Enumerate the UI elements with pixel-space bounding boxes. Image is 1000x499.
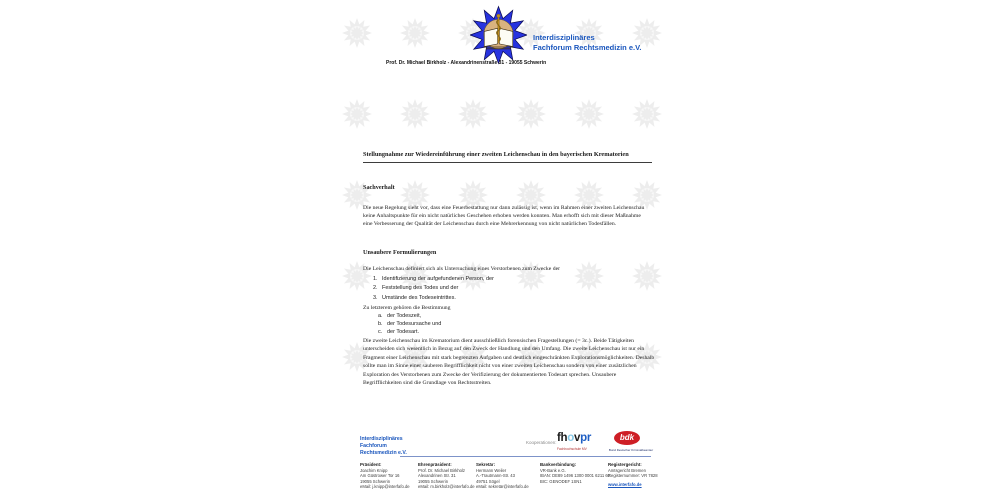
list-text: Feststellung des Todes und der [382,285,459,292]
list-text: der Todesursache und [387,320,442,327]
column-line: 19055 Schwerin [418,478,449,484]
kooperationen-label: Kooperationen: [526,440,557,445]
list-marker: 2. [373,285,378,292]
list-text: Umstände des Todeseintrittes. [382,294,456,301]
email-line: eMail: sekretär@interfafo.de [476,484,529,490]
column-line: VR-Bank e.G. [540,467,566,473]
column-line: Registernummer: VR 7828 [608,473,658,479]
footer-org-line2: Fachforum [360,443,387,450]
footer-divider-line [400,456,651,457]
watermark-star-icon [400,99,430,129]
email-line: eMail: j.knipp@interfafo.de [360,484,410,490]
definition-list-block [363,265,653,336]
list-marker: 1. [373,275,378,282]
list-item [378,313,653,320]
fhovpr-logo [557,432,591,444]
watermark-star-icon [632,99,662,129]
footer-column-ehrenpraesident [418,462,475,490]
watermark-star-icon [342,99,372,129]
footer-column-bank [540,462,610,484]
paragraph-sachverhalt: Die neue Regelung sieht vor, dass eine Feuerbestattung nur dann zulässig ist, wenn im Rahmen einer zweiten Leichenschau keine Anhaltspunkte für ein nicht natürliches Geschehen erhoben werden konnten. Man erhofft sich mit dieser Maßnahme eine Verbesserung der Qualität der Leichenschau durch eine Mehrerkennung von nicht natürlichen Todesfällen. [363,205,645,228]
footer-column-register [608,462,658,487]
list-item [373,276,653,283]
column-line: 49751 Sögel [476,478,500,484]
list-marker: b. [378,320,383,327]
paragraph-final: Die zweite Leichenschau im Krematorium dient ausschließlich forensischen Fragestellungen (= 3c.). Beide Tätigkeiten unterscheiden sich wesentlich in Bezug auf den Zweck der Handlung und den Umfang. Die zweite Leichenschau ist nur ein Fragment einer Leichenschau mit stark begrenzten Aufgaben und deutlich eingeschränkten Explorationsmöglichkeiten. Deshalb sollte man im Sinne einer sauberen Begrifflichkeit nicht von einer zweiten Leichenschau sondern von einer zusätzlichen Exploration des Verstorbenen zum Zwecke der Verifizierung der dokumentierten Todesart sprechen. Unsaubere Begrifflichkeiten sind die Grundlage von Rechtsstreiten. [363,338,655,387]
fhovpr-letters: pr [580,432,592,444]
fhovpr-letters: v [574,432,581,444]
watermark-star-icon [516,99,546,129]
column-header: Registergericht: [608,462,642,467]
watermark-star-icon [458,99,488,129]
list-marker: c. [378,328,383,335]
list-text: Identifizierung der aufgefundenen Person, der [382,275,494,282]
column-line: Amtsgericht Bremen [608,467,646,473]
column-header: Bankverbindung: [540,462,577,467]
bdk-caption: Bund Deutscher Kriminalbeamter [608,448,654,452]
sender-address-line: Prof. Dr. Michael Birkholz - Alexandrinenstraße 31 - 19055 Schwerin [386,60,547,66]
column-line: 19055 Schwerin [360,478,391,484]
list-item [378,321,653,328]
column-line: Alexandrinen Str. 31 [418,473,456,479]
heading-unsaubere-formulierungen: Unsaubere Formulierungen [363,249,437,256]
website-link[interactable]: www.interfafo.de [608,481,642,487]
column-line: Joachim Knipp [360,467,388,473]
document-title: Stellungnahme zur Wiedereinführung einer zweiten Leichenschau in den bayerischen Krematorien [363,151,652,163]
column-line: A.-Trautmann-Str. 43 [476,473,515,479]
column-line: Hermann Weiler [476,467,507,473]
list-item [373,295,653,302]
heading-sachverhalt: Sachverhalt [363,184,395,191]
column-header: Präsident: [360,462,382,467]
fhovpr-caption: Fachhochschule MV [557,447,587,451]
letter-page [330,0,670,499]
list-item [373,285,653,292]
column-line: Prof. Dr. Michael Birkholz [418,467,466,473]
column-header: Ehrenpräsident: [418,462,452,467]
org-logo [470,5,527,65]
list-marker: a. [378,312,383,319]
list-marker: 3. [373,294,378,301]
list-text: der Todeszeit, [387,312,422,319]
footer-org-name [360,436,407,458]
watermark-star-icon [400,18,430,48]
list-item [378,329,653,336]
column-line: BIC: GENODEF 1SN1 [540,478,582,484]
watermark-star-icon [342,18,372,48]
org-name-line2: Fachforum Rechtsmedizin e.V. [533,43,642,52]
column-line: IBAN: DE89 1496 1300 0001 6211 60 [540,473,611,479]
fhovpr-letters: o [567,432,574,444]
org-name-line1: Interdisziplinäres [533,33,595,42]
fhovpr-letters: fh [557,432,568,444]
list-text: der Todesart. [387,328,420,335]
email-line: eMail: m.birkholz@interfafo.de [418,484,475,490]
footer-org-line1: Interdisziplinäres [360,436,403,442]
column-line: Am Güstrower Tor 16 [360,473,400,479]
column-header: Sekretär: [476,462,496,467]
watermark-star-icon [574,99,604,129]
footer-column-sekretaer [476,462,529,490]
list-mid: Zu letzterem gehören die Bestimmung [363,304,451,311]
bdk-logo: bdk [614,431,640,445]
list-intro: Die Leichenschau definiert sich als Untersuchung eines Verstorbenen zum Zwecke der [363,266,560,272]
footer-org-line3: Rechtsmedizin e.V. [360,450,407,457]
footer-column-praesident [360,462,410,490]
org-name-header [533,33,642,53]
logo-star-icon [470,5,527,65]
